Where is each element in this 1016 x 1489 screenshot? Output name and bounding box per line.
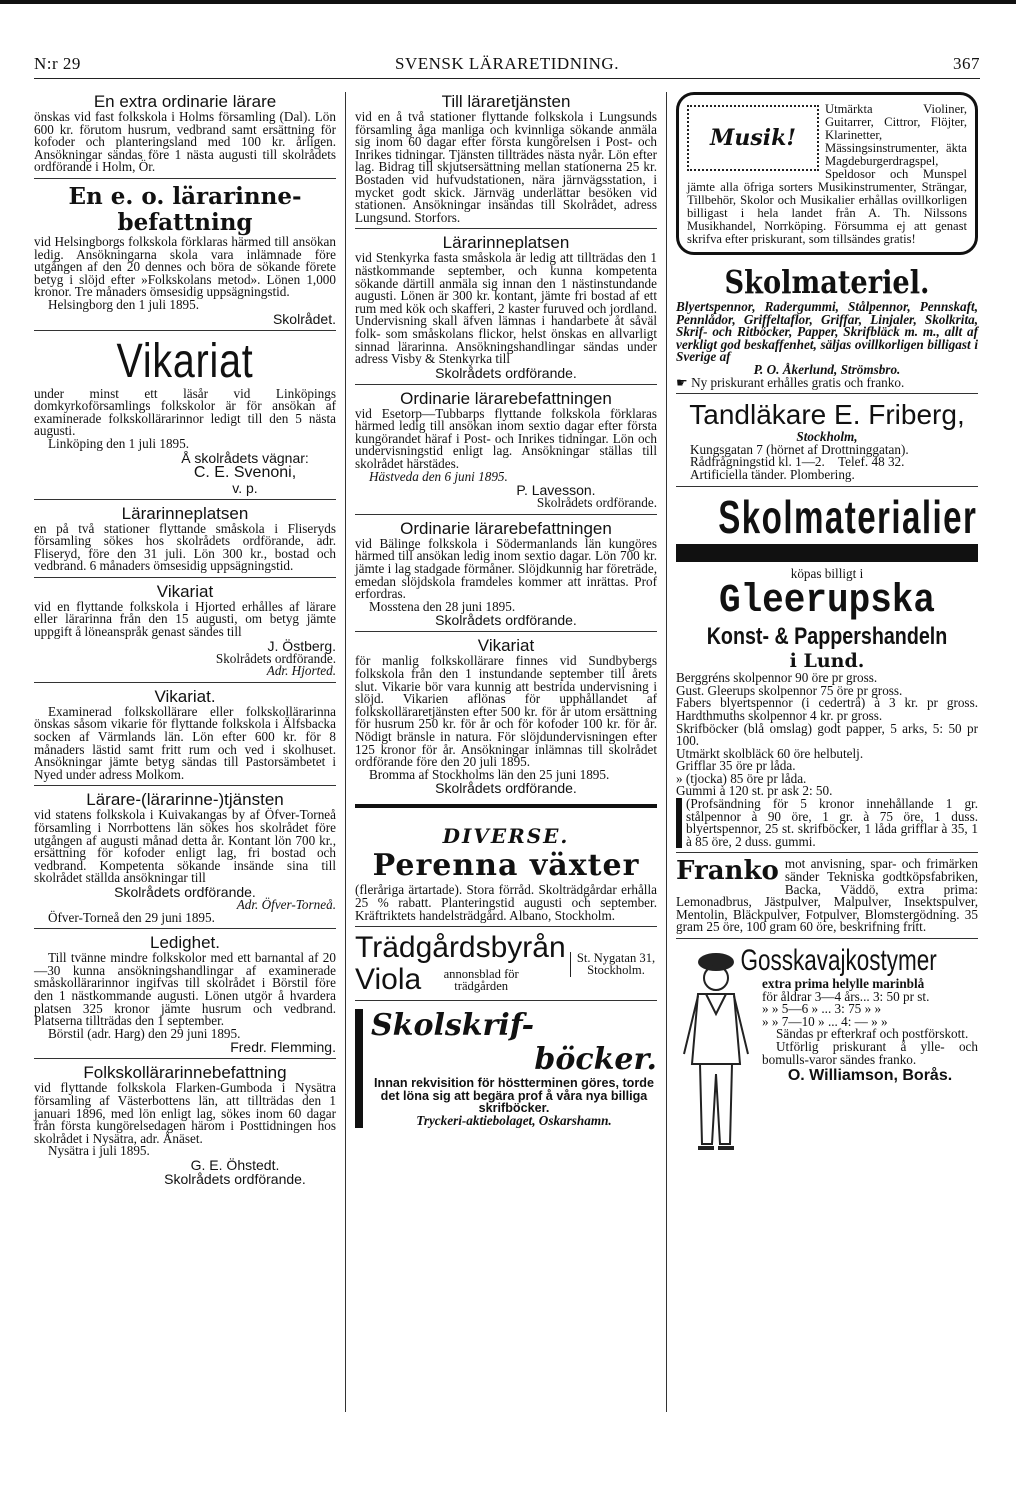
ad-place: Öfver-Torneå den 29 juni 1895. [48, 909, 215, 925]
ad-line: Artificiella tänder. Plombering. [690, 466, 855, 482]
ad-title: böcker. [534, 1042, 657, 1078]
ad-title: Ledighet. [150, 933, 220, 953]
ad-text: vid Esetorp—Tubbarps flyttande folkskola förklaras härmed ledig till ansökan inom sextio dagar efter första kungörandet häraf i Post- och Inrikes tidningar. Lön och undervisningstid enligt lag. Ansökningar ställas till skolrådet härstädes. [355, 405, 657, 472]
ad-place: Hästveda den 6 juni 1895. [369, 468, 508, 484]
ad-place: Linköping den 1 juli 1895. [48, 435, 190, 451]
ad-text: Innan rekvisition för höstterminen göres, torde det löna sig att begära prof å våra nya billiga skrifböcker. [374, 1076, 654, 1116]
ad-title: Perenna växter [372, 848, 640, 884]
ad-text: för manlig folkskollärare finnes vid Sundbybergs folkskola från den 1 instundande september till årets slut. Vikarie bör vara kunnig att bestrida undervisning i slöjd. Vikarien aflönas för upphållandet af folkskolläraretjänsten efter 500 kr. för år utom ersättning för husrum 250 kr. för år och för kofoder 100 kr. för år. Nödigt bränsle in natura. För slöjdundervisningen efter 125 kronor för år. Ansökningar inlämnas till skolrådet ordförande före den 20 juli 1895. [355, 653, 657, 770]
price-row: » » 7—10 » ... 4: — » » [762, 1013, 888, 1029]
header-rule [34, 78, 980, 79]
column-1 [34, 92, 336, 1195]
ad-text: Utmärkta Violiner, Guitarrer, Cittror, Flöjter, Klarinetter, Mässingsinstrumenter, äkta Magdeburgerdragspel, Speldosor och Munspel jämte alla öfriga sorters Musikinstrumenter, Strängar, Tillbehör, Skolor och Musikalier erhållas ovillkorligen billigast i hela landet från A. Th. Nilssons Musikhandel, Norrköping. Försumma ej att genast skrifva efter priskurant, som tillsändes gratis! [687, 102, 967, 246]
ad-skolskrifbocker [355, 1009, 657, 1127]
page-number: 367 [953, 54, 980, 73]
ad-musik-logo: Musik! [687, 105, 819, 171]
ad-ledighet [34, 934, 336, 1059]
section-bar [355, 804, 657, 808]
ad-signature: P. O. Åkerlund, Strömsbro. [753, 361, 901, 377]
issue-number: N:r 29 [34, 54, 81, 73]
page-header [34, 50, 980, 76]
ad-line-text: Telef. 48 32. [837, 454, 905, 470]
ad-text: en på två stationer flyttande småskola i Fliseryds församling sökes hos skolrådets ordförande, adr. Fliseryd, före den 31 juli. Lön 300 kr., bostad och vedbrand. 6 månaders ömsesidig uppsägningstid. [34, 520, 336, 574]
ad-signature: v. p. [232, 479, 258, 496]
ad-musik [676, 92, 978, 255]
ad-signature: J. Östberg. [267, 637, 336, 654]
ad-title: Skolskrif- [371, 1008, 535, 1044]
ad-title: Franko [676, 856, 779, 887]
ad-subtitle-row [355, 964, 570, 996]
ad-city: i Lund. [789, 650, 865, 673]
ad-place: Helsingborg den 1 juli 1895. [48, 296, 200, 312]
ad-text: Till tvänne mindre folkskolor med ett barnantal af 20—30 kunna ansökningshandlingar af examinerade småskollärarinnor ingifvas till skolrådet i Börstil före den 1 nästkommande augusti. Lönen utgör å hvardera platsen 325 kronor jämte husrum och vedbrand. Platserna tillträdas den 1 september. [34, 950, 336, 1029]
ad-signature: Å skolrådets vägnar: [181, 449, 309, 466]
ad-vikariat-hjorted [34, 583, 336, 683]
ad-vikariat-sundbyberg [355, 637, 657, 799]
ad-company: Gleerupska [718, 579, 936, 625]
ad-place: Nysätra i juli 1895. [48, 1143, 150, 1159]
ad-text: vid Helsingborgs folkskola förklaras härmed till ansökan ledig. Ansökningarna skola vara inlämnade före utgången af den 20 dennes och böra de sökande förete betyg i slöjd efter »Folkskolans metod». Lönen 1,000 kronor. Tre månaders ömsesidig uppsägningstid. [34, 233, 336, 300]
price-line: Berggréns skolpennor 90 öre pr gross. [676, 670, 878, 686]
ad-title: Gosskavajkostymer [740, 944, 937, 977]
ad-title: Lärarinneplatsen [121, 503, 249, 523]
ad-tradgardsbyran [355, 932, 657, 1001]
ad-title: Till läraretjänsten [441, 92, 571, 111]
black-bar [676, 544, 978, 562]
ad-signature: Skolrådets ordförande. [114, 883, 256, 900]
price-line: (Profsändning för 5 kronor innehållande 1 gr. stålpennor à 90 öre, 1 gr. à 75 öre, 1 duss. blyertspennor, 25 st. skrifböcker, 1 låda grifflar à 35, 1 à 85 öre, 2 duss. gummi. [676, 798, 978, 848]
ad-line: Kungsgatan 7 (hörnet af Drottninggatan). [690, 441, 909, 457]
ad-note-text: Ny priskurant erhålles gratis och franko. [691, 374, 905, 390]
ad-title: Vikariat [477, 636, 535, 656]
ad-title: Vikariat [116, 334, 254, 388]
ad-address: Adr. Öfver-Torneå. [236, 896, 336, 912]
ad-franko [676, 858, 978, 939]
ad-signature: Skolrådets ordförande. [536, 495, 657, 511]
ad-signature: Skolrådets ordförande. [435, 780, 577, 797]
ad-title: Tandläkare E. Friberg, [689, 399, 965, 431]
column-3 [676, 92, 978, 1164]
ad-text: Examinerad folkskollärare eller folkskollärarinna önskas såsom vikarie för flyttande folkskola i Älfsbacka socken af Värmlands län. Lön efter 600 kr. för 8 månaders lästid samt fritt rum och ved i skolhuset. Ansökningar jämte betyg sändas till Pastorsämbetet i Nyed under adress Molkom. [34, 703, 336, 782]
ad-signature: C. E. Svenoni, [193, 463, 297, 481]
ad-text: vid en flyttande folkskola i Hjorted erhålles af lärare eller lärarinna från den 15 augusti, om betyg jämte uppgift å löneanspråk genast sändes till [34, 598, 336, 640]
ad-text: vid statens folkskola i Kuivakangas by af Öfver-Torneå församling i Norrbottens län sökes hos skolrådet före utgången af augusti månad detta år. Kontant lön 700 kr., ersättning för kofoder enligt lag, fri bostad och vedbrand. Kompetenta sökande insände sina till skolrådet ställda ansökningar till [34, 807, 336, 886]
ad-skolmateriel [676, 263, 978, 394]
ad-extra-ordinarie [34, 93, 336, 179]
ad-kopas: köpas billigt i [790, 565, 864, 581]
ad-gleerupska [676, 492, 978, 854]
ad-till-lararetjansten [355, 93, 657, 229]
price-line: » (tjocka) 85 öre pr låda. [676, 770, 807, 786]
price-row: för åldrar 3—4 års... 3: 50 pr st. [762, 988, 930, 1004]
ad-signature: O. Williamson, Borås. [787, 1067, 953, 1085]
ad-lararinnebefattning [34, 184, 336, 331]
section-heading-diverse: DIVERSE. [442, 824, 570, 849]
price-line: Gust. Gleerups skolpennor 75 öre pr gross. [676, 682, 903, 698]
ad-perenna [355, 848, 657, 927]
ad-lararinneplatsen-stenkyrka [355, 234, 657, 384]
ad-title: Vikariat [156, 581, 214, 601]
ad-lararinneplatsen [34, 505, 336, 578]
ad-address: Adr. Hjorted. [266, 663, 336, 679]
ad-place: Bromma af Stockholms län den 25 juni 1895. [369, 766, 610, 782]
pointing-hand-icon: ☛ [676, 374, 692, 390]
ad-text: Sändas pr efterkraf och postförskott. [776, 1026, 969, 1042]
ad-signature: G. E. Öhstedt. [190, 1156, 280, 1173]
ad-title: Folkskollärarinnebefattning [83, 1063, 287, 1083]
ad-signature: Fredr. Flemming. [230, 1039, 336, 1056]
ad-company-sub: Konst- & Pappershandeln [706, 623, 948, 651]
ad-text: under minst ett läsår vid Linköpings domkyrkoförsamlings folkskolor är för ansökan af examinerade folkskollärarinnor ledigt till den 5 nästa augusti. [34, 385, 336, 439]
ad-gosskavajkostymer [676, 944, 978, 1090]
ad-text: vid Bälinge folkskola i Södermanlands län kungöres härmed till ansökan ledig inom sextio dagar. Lön 700 kr. jämte i lag stadgade förmåner. Slöjdkunnig har företräde, emedan slöjdskola framdeles kommer att inrättas. Prof erfordras. [355, 535, 657, 602]
ad-title: Trädgårdsbyrån [355, 931, 566, 965]
ad-subtitle: annonsblad för trädgården [443, 966, 519, 994]
ad-tandlakare [676, 399, 978, 486]
top-border [0, 0, 1016, 4]
ad-title: Viola [355, 963, 422, 997]
ad-title: Vikariat. [154, 686, 216, 706]
ad-signature: Skolrådet. [272, 310, 336, 327]
ad-folkskollararinnebefattning [34, 1064, 336, 1190]
ad-title: Lärare-(lärarinne-)tjänsten [86, 790, 284, 810]
ad-lararetjansten [34, 791, 336, 929]
ad-text: vid en å två stationer flyttande folkskola i Lungsunds församling åga manliga och kvinnliga sökande anmäla sig inom 60 dagar efter första kungörelsen i Post- och Inrikes tidningar. Tjänsten tillträdes nästa nyår. Lön efter lag. Bidrag till skjutsersättning mellan stationerna 25 kr. Bostaden vid hufvudstationen, nära järnvägsstation, i mycket godt skick. Järnväg underlättar besöken vid stationen. Ansökningar insändas till Skolrådet, adress Lungsund. Storfors. [355, 109, 657, 225]
ad-title: En e. o. lärarinne-befattning [68, 182, 302, 236]
ad-address: St. Nygatan 31, Stockholm. [570, 952, 657, 977]
ad-text: Blyertspennor, Radergummi, Stålpennor, Pennskaft, Pennlådor, Griffeltaflor, Griffar, Linjaler, Skolkrita, Skrif- och Ritböcker, Papper, Skrifbläck m. m., allt af verkligt god beskaffenhet, säljas ovillkorligen billigast i Sverige af [676, 299, 978, 365]
ad-title-block [355, 932, 570, 996]
ad-text: vid Stenkyrka fasta småskola är ledig att tillträdas den 1 nästkommande september, och kunna kompetenta sökande därtill anmäla sig innan den 1 nästinstundande augusti. Lönen är 300 kr. kontant, jämte fri bostad af ett rum med kök och skafferi, 2 kaster furuved och jordland. Undervisning skall äfven lämnas i handarbete åt såväl folk- som småskolans flickor, helst önskas en allvarligt sinnad lärarinna. Ansökningshandlingar sändas under adress Visby & Stenkyrka till [355, 250, 657, 367]
price-line: Gummi à 120 st. pr ask 2: 50. [676, 783, 833, 799]
ad-signature: Skolrådets ordförande. [435, 612, 577, 629]
price-row: » » 5—6 » ... 3: 75 » » [762, 1001, 882, 1017]
ad-place: Mosstena den 28 juni 1895. [369, 598, 516, 614]
ad-title: Ordinarie lärarebefattningen [400, 518, 612, 538]
ad-note [676, 374, 978, 390]
ad-text: (fleråriga ärtartade). Stora förråd. Skolträdgårdar erhålla 25 % rabatt. Planteringstid augusti och september. Kräftriktets handelsträdgård. Albano, Stockholm. [355, 882, 657, 923]
ad-title: En extra ordinarie lärare [93, 92, 277, 111]
ad-subtitle: extra prima helylle marinblå [762, 976, 925, 991]
price-line: Fabers blyertspennor (i cederträ) à 3 kr. pr gross. Hardthmuths skolpennor 4 kr. pr gross. [676, 695, 978, 723]
ad-text: mot anvisning, spar- och frimärken sänder Tekniska godtköpsfabriken, Backa, Väddö, extra prima: Lemonadbrus, Jästpulver, Malpulver, Insektspulver, Mentolin, Bläckpulver, Fotpulver, Blomstergödning. 35 gram 25 öre, 100 gram 60 öre, beskrifning fritt. [676, 856, 978, 935]
ad-signature: Skolrådets ordförande. [164, 1170, 306, 1187]
ad-signature: Skolrådets ordförande. [435, 364, 577, 381]
ad-line-text: Rådfrågningstid kl. 1—2. [690, 454, 825, 470]
ad-text: önskas vid fast folkskola i Holms församling (Dal). Lön 600 kr. förutom husrum, vedbrand samt ersättning för kofoder och planteringsland med 100 kr. årligen. Ansökningar sändas före 1 nästa augusti till skolrådets ordförande i Holm, Ör. [34, 109, 336, 175]
column-divider [666, 92, 667, 1412]
price-line: Grifflar 35 öre pr låda. [676, 758, 796, 774]
ad-ordinarie-balinge [355, 520, 657, 633]
ad-title: Ordinarie lärarebefattningen [400, 388, 612, 408]
ad-signature: Tryckeri-aktiebolaget, Oskarshamn. [416, 1112, 612, 1128]
ad-text: Utförlig priskurant å ylle- och bomulls-varor sändes franko. [762, 1038, 978, 1067]
price-line: Utmärkt skolbläck 60 öre helbutelj. [676, 745, 864, 761]
column-2 [355, 92, 657, 1128]
ad-title: Lärarinneplatsen [442, 233, 570, 253]
column-divider [345, 92, 346, 1412]
ad-vikariat-linkoping [34, 336, 336, 500]
ad-vikariat-alfsbacka [34, 688, 336, 787]
newspaper-title: SVENSK LÄRARETIDNING. [395, 54, 619, 73]
price-line: Skrifböcker (blå omslag) godt papper, 5 arks, 5: 50 pr 100. [676, 720, 978, 749]
ad-signature: Skolrådets ordförande. [215, 650, 336, 666]
ad-signature: P. Lavesson. [516, 482, 596, 499]
ad-ordinarie-esetorp [355, 390, 657, 515]
ad-text: vid flyttande folkskola Flarken-Gumboda i Nysätra församling af Västerbottens län, att tillträdas den 1 januari 1896, med lön enligt lag, sökes inom 60 dagar från första kungörelsedagen härom i Posttidningen hos skolrådet i Nysätra, adr. Ånäset. [34, 1080, 336, 1146]
ad-title: Skolmaterialier [718, 490, 978, 543]
ad-title: Skolmateriel. [724, 263, 930, 301]
ad-city: Stockholm, [796, 429, 858, 445]
ad-place: Börstil (adr. Harg) den 29 juni 1895. [48, 1025, 241, 1041]
